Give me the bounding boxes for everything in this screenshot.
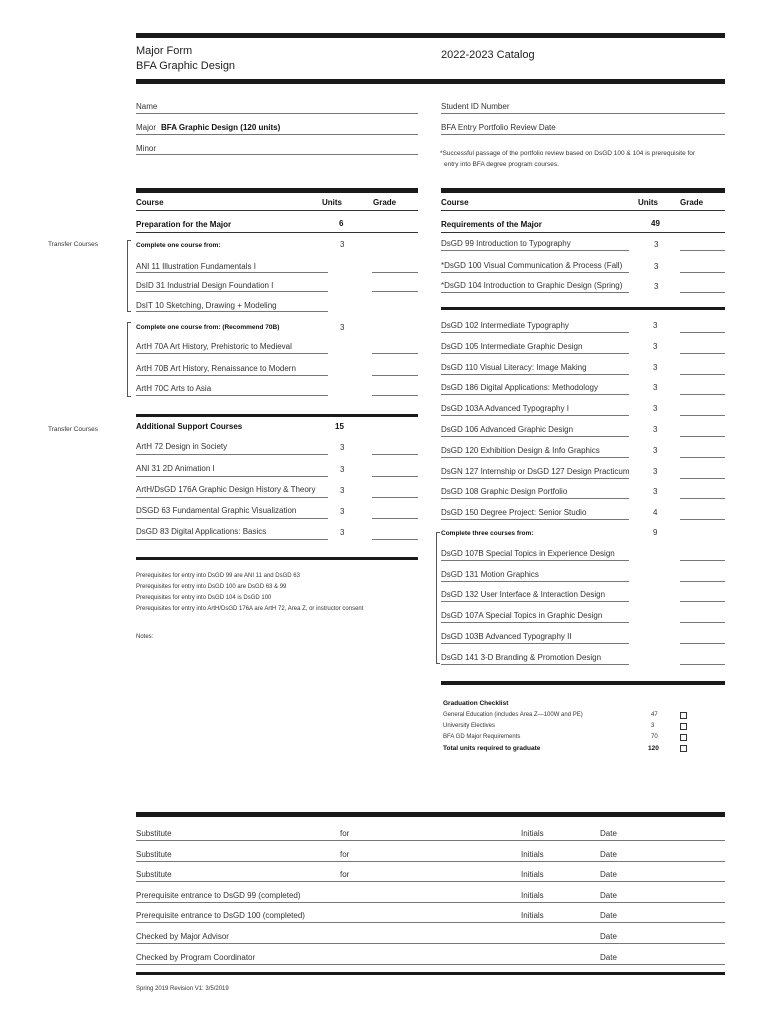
checklist-item-units: 3 bbox=[651, 723, 655, 729]
prep-title: Preparation for the Major bbox=[136, 220, 232, 229]
major-label: Major bbox=[136, 123, 157, 132]
prep-units: 6 bbox=[339, 219, 344, 228]
checklist-item-label: BFA GD Major Requirements bbox=[443, 734, 521, 740]
checklist-item-label: General Education (includes Area Z—100W and PE) bbox=[443, 712, 583, 718]
block2-units: 4 bbox=[653, 508, 658, 518]
student-id-field[interactable] bbox=[441, 113, 725, 114]
block2-course-line bbox=[441, 374, 629, 375]
support-course: DSGD 63 Fundamental Graphic Visualization bbox=[136, 506, 297, 515]
group3-course-line bbox=[441, 622, 629, 623]
catalog-year: 2022-2023 Catalog bbox=[441, 49, 535, 61]
prereq-line: Prerequisites for entry into ArtH/DsGD 176A are ArtH 72, Area Z, or instructor consent bbox=[136, 606, 364, 612]
req-units: 49 bbox=[651, 219, 660, 228]
support-rule bbox=[136, 414, 418, 417]
block1-course: *DsGD 100 Visual Communication & Process (Fall) bbox=[441, 261, 623, 270]
group2-units: 3 bbox=[340, 323, 345, 332]
block2-course: DsGN 127 Internship or DsGD 127 Design Practicum bbox=[441, 466, 630, 476]
grade-field[interactable] bbox=[372, 272, 418, 273]
grade-field[interactable] bbox=[680, 498, 725, 499]
grade-field[interactable] bbox=[372, 375, 418, 376]
prereq-line: Prerequisites for entry into DsGD 100 are DsGD 63 & 99 bbox=[136, 584, 287, 590]
signoff-line[interactable] bbox=[136, 840, 725, 841]
left-header-line bbox=[136, 210, 418, 211]
header-top-rule bbox=[136, 33, 725, 38]
block2-course: DsGD 103A Advanced Typography I bbox=[441, 404, 569, 414]
portfolio-date-field[interactable] bbox=[441, 134, 725, 135]
support-course-line bbox=[136, 454, 328, 455]
name-label: Name bbox=[136, 102, 158, 111]
portfolio-note-2: entry into BFA degree program courses. bbox=[444, 161, 559, 168]
signoff-label: Checked by Major Advisor bbox=[136, 932, 229, 941]
checklist-checkbox[interactable] bbox=[680, 723, 687, 730]
group2-course: ArtH 70C Arts to Asia bbox=[136, 384, 212, 393]
checklist-item-units: 70 bbox=[651, 734, 658, 740]
grade-field[interactable] bbox=[680, 332, 725, 333]
transfer-courses-label: Transfer Courses bbox=[48, 241, 98, 248]
block2-course: DsGD 110 Visual Literacy: Image Making bbox=[441, 362, 587, 372]
grade-field[interactable] bbox=[372, 395, 418, 396]
prereq-line: Prerequisites for entry into DsGD 104 is DsGD 100 bbox=[136, 595, 272, 601]
grade-field[interactable] bbox=[680, 394, 725, 395]
signoff-initials: Initials bbox=[521, 829, 544, 838]
group3-course: DsGD 132 User Interface & Interaction Design bbox=[441, 590, 606, 600]
left-col-course: Course bbox=[136, 198, 164, 207]
block1-course-line bbox=[441, 292, 629, 293]
group1-bracket bbox=[127, 240, 131, 312]
block2-course: DsGD 120 Exhibition Design & Info Graphics bbox=[441, 445, 600, 455]
left-col-grade: Grade bbox=[373, 198, 397, 207]
block1-units: 3 bbox=[654, 282, 659, 291]
block2-course: DsGD 150 Degree Project: Senior Studio bbox=[441, 508, 587, 518]
right-header-line bbox=[441, 210, 725, 211]
grade-field[interactable] bbox=[372, 291, 418, 292]
signoff-for: for bbox=[340, 870, 350, 880]
signoff-label: Substitute bbox=[136, 870, 172, 880]
block2-units: 3 bbox=[653, 404, 658, 414]
group1-course: DsID 31 Industrial Design Foundation I bbox=[136, 281, 274, 290]
grade-field[interactable] bbox=[372, 353, 418, 354]
block2-units: 3 bbox=[653, 466, 658, 476]
right-col-course: Course bbox=[441, 198, 469, 207]
group2-bracket bbox=[127, 322, 131, 397]
grade-field[interactable] bbox=[680, 415, 725, 416]
req-title: Requirements of the Major bbox=[441, 220, 542, 229]
signoff-line[interactable] bbox=[136, 964, 725, 965]
checklist-total-label: Total units required to graduate bbox=[443, 745, 541, 752]
block2-course: DsGD 106 Advanced Graphic Design bbox=[441, 425, 574, 434]
support-course: DsGD 83 Digital Applications: Basics bbox=[136, 527, 267, 536]
block2-units: 3 bbox=[653, 341, 658, 351]
grade-field[interactable] bbox=[680, 664, 725, 665]
right-table-rule bbox=[441, 188, 725, 193]
grade-field[interactable] bbox=[680, 436, 725, 437]
req-line bbox=[441, 232, 725, 233]
grade-field[interactable] bbox=[680, 353, 725, 354]
group3-course-line bbox=[441, 643, 629, 644]
group1-course-line bbox=[136, 272, 328, 273]
signoff-initials: Initials bbox=[521, 870, 544, 880]
checklist-total-units: 120 bbox=[648, 745, 659, 752]
group3-course: DsGD 131 Motion Graphics bbox=[441, 569, 539, 579]
support-course-line bbox=[136, 476, 328, 477]
checklist-title: Graduation Checklist bbox=[443, 700, 509, 707]
group3-course: DsGD 141 3-D Branding & Promotion Design bbox=[441, 652, 602, 662]
group2-course-line bbox=[136, 375, 328, 376]
signoff-line[interactable] bbox=[136, 943, 725, 944]
support-course-line bbox=[136, 539, 328, 540]
block2-course-line bbox=[441, 519, 629, 520]
checklist-checkbox[interactable] bbox=[680, 712, 687, 719]
grade-field[interactable] bbox=[680, 601, 725, 602]
major-field[interactable] bbox=[136, 134, 418, 135]
support-units: 15 bbox=[335, 422, 344, 431]
minor-label: Minor bbox=[136, 144, 157, 153]
grade-field[interactable] bbox=[680, 622, 725, 623]
checklist-rule bbox=[441, 681, 725, 685]
block2-course-line bbox=[441, 332, 629, 333]
prep-line bbox=[136, 232, 418, 233]
signoff-line[interactable] bbox=[136, 902, 725, 903]
signoff-date: Date bbox=[600, 932, 617, 941]
support-course-units: 3 bbox=[340, 507, 345, 516]
support-course-units: 3 bbox=[340, 486, 345, 495]
grade-field[interactable] bbox=[680, 478, 725, 479]
group3-course-line bbox=[441, 581, 629, 582]
form-subtitle: BFA Graphic Design bbox=[136, 60, 236, 72]
portfolio-label: BFA Entry Portfolio Review Date bbox=[441, 123, 556, 132]
left-col-units: Units bbox=[322, 198, 342, 207]
group2-course-line bbox=[136, 353, 328, 354]
checklist-checkbox[interactable] bbox=[680, 734, 687, 741]
notes-label: Notes: bbox=[136, 634, 154, 640]
block2-units: 3 bbox=[653, 383, 658, 393]
signoff-line[interactable] bbox=[136, 861, 725, 862]
checklist-item-units: 47 bbox=[651, 712, 658, 718]
support-course-units: 3 bbox=[340, 465, 345, 474]
footer-revision: Spring 2019 Revision V1: 3/5/2019 bbox=[136, 986, 229, 992]
support-course-line bbox=[136, 497, 328, 498]
block2-units: 3 bbox=[653, 445, 658, 455]
group1-course-line bbox=[136, 291, 328, 292]
signoff-date: Date bbox=[600, 890, 617, 900]
student-id-label: Student ID Number bbox=[441, 102, 510, 111]
support-course: ArtH 72 Design in Society bbox=[136, 442, 228, 451]
name-field[interactable] bbox=[136, 113, 418, 114]
grade-field[interactable] bbox=[372, 454, 418, 455]
block2-course-line bbox=[441, 436, 629, 437]
group3-label: Complete three courses from: bbox=[441, 530, 534, 537]
block1-units: 3 bbox=[654, 262, 659, 271]
transfer-courses-label-2: Transfer Courses bbox=[48, 426, 98, 433]
signoff-for: for bbox=[340, 829, 350, 838]
block2-units: 3 bbox=[653, 321, 658, 330]
block2-course-line bbox=[441, 394, 629, 395]
grade-field[interactable] bbox=[372, 539, 418, 540]
signoff-label: Prerequisite entrance to DsGD 99 (completed) bbox=[136, 890, 301, 900]
signoff-for: for bbox=[340, 849, 350, 859]
signoff-initials: Initials bbox=[521, 849, 544, 859]
minor-field[interactable] bbox=[136, 154, 418, 155]
support-title: Additional Support Courses bbox=[136, 422, 243, 431]
right-col-grade: Grade bbox=[680, 198, 704, 207]
group2-label: Complete one course from: (Recommend 70B) bbox=[136, 324, 280, 331]
signoff-date: Date bbox=[600, 952, 617, 962]
signoff-initials: Initials bbox=[521, 890, 544, 900]
grade-field[interactable] bbox=[372, 476, 418, 477]
signoff-top-rule bbox=[136, 812, 725, 817]
grade-field[interactable] bbox=[680, 581, 725, 582]
group3-course: DsGD 107A Special Topics in Graphic Design bbox=[441, 611, 603, 621]
block1-course-line bbox=[441, 272, 629, 273]
header-bottom-rule bbox=[136, 79, 725, 84]
prereq-rule bbox=[136, 557, 418, 560]
group2-course: ArtH 70B Art History, Renaissance to Modern bbox=[136, 364, 296, 373]
signoff-label: Substitute bbox=[136, 829, 172, 838]
grade-field[interactable] bbox=[372, 518, 418, 519]
support-course: ArtH/DsGD 176A Graphic Design History & Theory bbox=[136, 485, 316, 494]
signoff-label: Substitute bbox=[136, 849, 172, 859]
grade-field[interactable] bbox=[680, 374, 725, 375]
group2-course: ArtH 70A Art History, Prehistoric to Medieval bbox=[136, 342, 292, 351]
group3-course-line bbox=[441, 664, 629, 665]
block2-course: DsGD 102 Intermediate Typography bbox=[441, 321, 569, 330]
group1-course: DsIT 10 Sketching, Drawing + Modeling bbox=[136, 301, 277, 310]
signoff-date: Date bbox=[600, 829, 617, 838]
group2-course-line bbox=[136, 395, 328, 396]
signoff-label: Prerequisite entrance to DsGD 100 (completed) bbox=[136, 911, 305, 921]
group3-bracket bbox=[436, 532, 440, 664]
grade-field[interactable] bbox=[372, 497, 418, 498]
grade-field[interactable] bbox=[680, 519, 725, 520]
block2-rule bbox=[441, 307, 725, 310]
block1-course: *DsGD 104 Introduction to Graphic Design (Spring) bbox=[441, 281, 623, 290]
form-title: Major Form bbox=[136, 45, 193, 57]
block2-course: DsGD 108 Graphic Design Portfolio bbox=[441, 487, 568, 497]
group3-units: 9 bbox=[653, 528, 658, 537]
checklist-item-label: University Electives bbox=[443, 723, 496, 729]
block1-course-line bbox=[441, 250, 629, 251]
signoff-date: Date bbox=[600, 911, 617, 921]
block2-units: 3 bbox=[653, 362, 658, 372]
signoff-date: Date bbox=[600, 849, 617, 859]
group3-course-line bbox=[441, 560, 629, 561]
grade-field[interactable] bbox=[680, 560, 725, 561]
block2-course: DsGD 186 Digital Applications: Methodology bbox=[441, 383, 598, 393]
group1-units: 3 bbox=[340, 240, 345, 249]
block2-course-line bbox=[441, 415, 629, 416]
group1-course: ANI 11 Illustration Fundamentals I bbox=[136, 262, 256, 271]
block2-units: 3 bbox=[653, 425, 658, 434]
right-col-units: Units bbox=[638, 198, 658, 207]
prereq-line: Prerequisites for entry into DsGD 99 are ANI 11 and DsGD 63 bbox=[136, 573, 300, 579]
grade-field[interactable] bbox=[680, 457, 725, 458]
support-course-units: 3 bbox=[340, 528, 345, 537]
signoff-line[interactable] bbox=[136, 922, 725, 923]
support-course-line bbox=[136, 518, 328, 519]
block1-units: 3 bbox=[654, 240, 659, 249]
signoff-initials: Initials bbox=[521, 911, 544, 921]
major-value: BFA Graphic Design (120 units) bbox=[161, 123, 281, 132]
support-course-units: 3 bbox=[340, 443, 345, 452]
checklist-total-checkbox[interactable] bbox=[680, 745, 687, 752]
block2-course-line bbox=[441, 353, 629, 354]
block2-course-line bbox=[441, 457, 629, 458]
grade-field[interactable] bbox=[680, 643, 725, 644]
grade-field[interactable] bbox=[680, 272, 725, 273]
grade-field[interactable] bbox=[680, 250, 725, 251]
group3-course-line bbox=[441, 601, 629, 602]
group1-course-line bbox=[136, 311, 328, 312]
block2-course-line bbox=[441, 498, 629, 499]
group3-course: DsGD 103B Advanced Typography II bbox=[441, 631, 572, 641]
left-table-rule bbox=[136, 188, 418, 193]
portfolio-note-1: *Successful passage of the portfolio review based on DsGD 100 & 104 is prerequisite for bbox=[440, 150, 696, 157]
group1-label: Complete one course from: bbox=[136, 242, 221, 249]
grade-field[interactable] bbox=[680, 292, 725, 293]
signoff-date: Date bbox=[600, 870, 617, 880]
block2-course-line bbox=[441, 478, 629, 479]
block2-course: DsGD 105 Intermediate Graphic Design bbox=[441, 341, 583, 351]
signoff-bottom-rule bbox=[136, 972, 725, 975]
block1-course: DsGD 99 Introduction to Typography bbox=[441, 239, 571, 248]
signoff-line[interactable] bbox=[136, 881, 725, 882]
support-course: ANI 31 2D Animation I bbox=[136, 464, 215, 473]
signoff-label: Checked by Program Coordinator bbox=[136, 952, 256, 962]
block2-units: 3 bbox=[653, 487, 658, 497]
group3-course: DsGD 107B Special Topics in Experience Design bbox=[441, 549, 615, 558]
